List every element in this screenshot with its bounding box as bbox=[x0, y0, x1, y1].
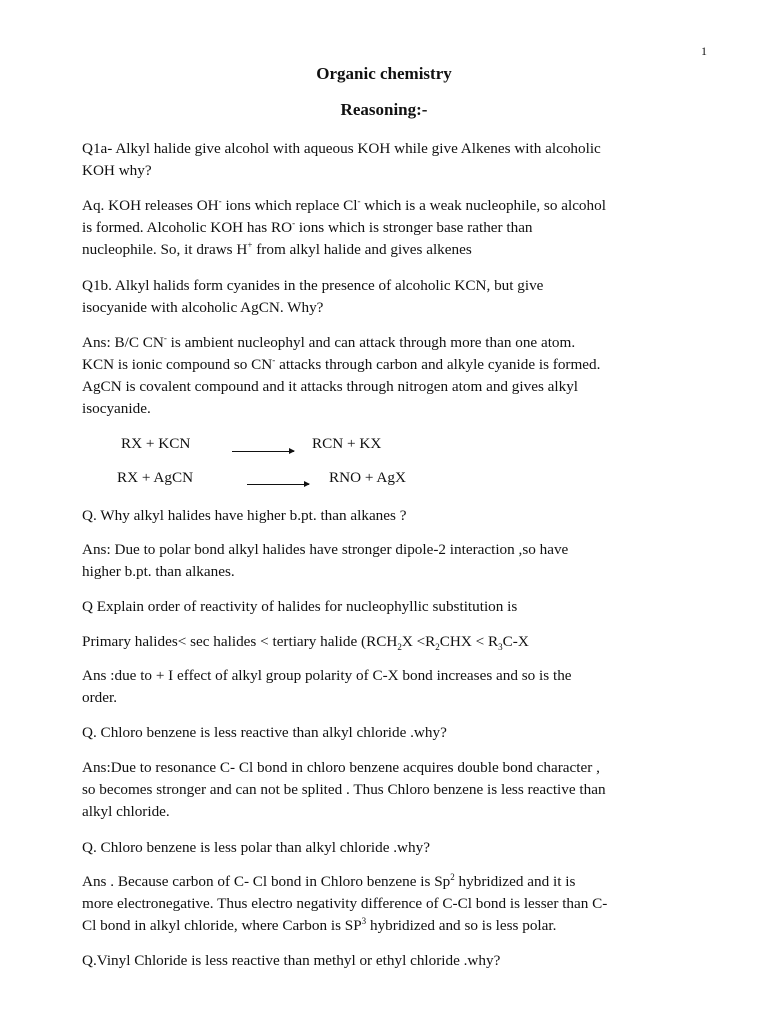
text-line: Q. Chloro benzene is less reactive than alkyl chloride .why? bbox=[82, 724, 447, 741]
text-line: Q.Vinyl Chloride is less reactive than methyl or ethyl chloride .why? bbox=[82, 952, 501, 969]
text-line: so becomes stronger and can not be splited . Thus Chloro benzene is less reactive than bbox=[82, 781, 606, 798]
question-5 bbox=[82, 837, 712, 859]
text-line: AgCN is covalent compound and it attacks through nitrogen atom and gives alkyl bbox=[82, 378, 579, 395]
question-4 bbox=[82, 722, 712, 744]
equation-1-reactants: RX + KCN bbox=[121, 435, 191, 452]
text-line: isocyanide. bbox=[82, 400, 151, 417]
text-line: higher b.pt. than alkanes. bbox=[82, 563, 235, 580]
equation-2-products: RNO + AgX bbox=[329, 469, 406, 486]
text-line: KOH why? bbox=[82, 162, 152, 179]
reaction-arrow bbox=[247, 484, 309, 485]
text-line: Primary halides< sec halides < tertiary halide ($RCH_2X <R_2CHX < R_3C-X$ bbox=[82, 633, 529, 653]
text-line: Q Explain order of reactivity of halides for nucleophyllic substitution is bbox=[82, 598, 518, 615]
question-3 bbox=[82, 596, 712, 618]
text-line: Ans: B/C CN- is ambient nucleophyl and can attack through more than one atom. bbox=[82, 332, 576, 351]
text-line: Q1b. Alkyl halids form cyanides in the presence of alcoholic KCN, but give bbox=[82, 277, 544, 294]
text-line: nucleophile. So, it draws H+ from alkyl halide and gives alkenes bbox=[82, 239, 472, 258]
text-line: is formed. Alcoholic KOH has RO- ions which is stronger base rather than bbox=[82, 217, 533, 236]
section-heading: Reasoning:- bbox=[340, 100, 428, 119]
equation-1-products: RCN + KX bbox=[312, 435, 382, 452]
question-1a bbox=[82, 138, 712, 182]
answer-1a bbox=[82, 195, 712, 261]
answer-1b bbox=[82, 332, 712, 420]
text-line: KCN is ionic compound so CN- attacks through carbon and alkyle cyanide is formed. bbox=[82, 354, 601, 373]
text-line: Q. Why alkyl halides have higher b.pt. than alkanes ? bbox=[82, 507, 407, 524]
answer-2 bbox=[82, 539, 712, 583]
text-line: Q. Chloro benzene is less polar than alkyl chloride .why? bbox=[82, 839, 430, 856]
text-line: isocyanide with alcoholic AgCN. Why? bbox=[82, 299, 324, 316]
page-number: 1 bbox=[701, 44, 707, 58]
text-line: Cl bond in alkyl chloride, where Carbon is $SP^3$ hybridized and so is less polar. bbox=[82, 915, 557, 934]
answer-5 bbox=[82, 871, 712, 937]
text-line: Ans:Due to resonance C- Cl bond in chloro benzene acquires double bond character , bbox=[82, 759, 600, 776]
document-title: Organic chemistry bbox=[316, 64, 452, 83]
text-line: Ans: Due to polar bond alkyl halides have stronger dipole-2 interaction ,so have bbox=[82, 541, 569, 558]
text-line: Q1a- Alkyl halide give alcohol with aqueous KOH while give Alkenes with alcoholic bbox=[82, 140, 601, 157]
reaction-arrow bbox=[232, 451, 294, 452]
question-2 bbox=[82, 505, 712, 527]
answer-3 bbox=[82, 665, 712, 709]
question-1b bbox=[82, 275, 712, 319]
equation-2-reactants: RX + AgCN bbox=[117, 469, 194, 486]
reactivity-order bbox=[82, 631, 712, 653]
text-line: Ans . Because carbon of C- Cl bond in Chloro benzene is Sp$^2$ hybridized and it is bbox=[82, 871, 576, 890]
text-line: alkyl chloride. bbox=[82, 803, 170, 820]
text-line: order. bbox=[82, 689, 118, 706]
text-line: Aq. KOH releases OH- ions which replace Cl- which is a weak nucleophile, so alcohol bbox=[82, 195, 606, 214]
answer-4 bbox=[82, 757, 712, 823]
text-line: Ans :due to + I effect of alkyl group polarity of C-X bond increases and so is the bbox=[82, 667, 572, 684]
text-line: more electronegative. Thus electro negativity difference of C-Cl bond is lesser than C- bbox=[82, 895, 608, 912]
question-6 bbox=[82, 950, 712, 972]
